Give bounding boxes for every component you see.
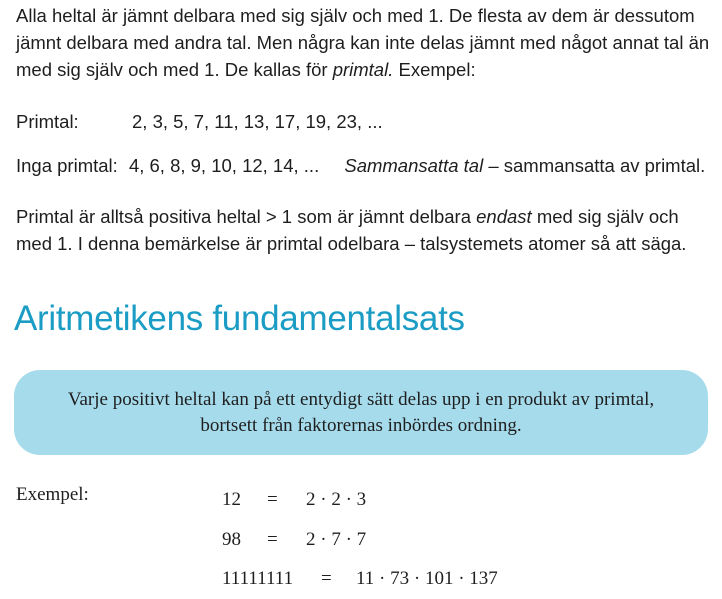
intro-paragraph bbox=[16, 2, 716, 83]
theorem-line-1: Varje positivt heltal kan på ett entydigt sätt delas upp i en produkt av primtal, bbox=[67, 388, 655, 410]
summary-paragraph bbox=[16, 203, 716, 257]
primes-values: 2, 3, 5, 7, 11, 13, 17, 19, 23, ... bbox=[132, 111, 383, 132]
equals-sign: = bbox=[321, 568, 332, 589]
summary-emphasis: endast bbox=[476, 206, 532, 227]
equation-lhs: 98 bbox=[222, 529, 241, 550]
equals-sign: = bbox=[267, 489, 278, 510]
composites-explanation: – sammansatta av primtal. bbox=[483, 155, 706, 176]
composites-row bbox=[16, 152, 705, 179]
theorem-line-2: bortsett från faktorernas inbördes ordning. bbox=[200, 414, 522, 436]
theorem-text bbox=[68, 387, 654, 439]
equation-rhs: 2 · 2 · 3 bbox=[306, 489, 367, 510]
equation-row bbox=[222, 527, 367, 553]
intro-text-before: Alla heltal är jämnt delbara med sig själv och med 1. De flesta av dem är dessutom jämnt delbara med andra tal. Men några kan inte delas jämnt med något annat tal än med sig själv och med 1. De kallas för bbox=[16, 5, 710, 80]
equation-lhs: 12 bbox=[222, 489, 241, 510]
primes-row bbox=[16, 108, 383, 135]
equation-lhs: 11111111 bbox=[222, 568, 294, 589]
intro-text-after: Exempel: bbox=[393, 59, 476, 80]
composites-term: Sammansatta tal bbox=[344, 155, 484, 176]
summary-text-before: Primtal är alltså positiva heltal > 1 som är jämnt delbara bbox=[16, 206, 477, 227]
primes-label: Primtal: bbox=[16, 111, 79, 132]
intro-term: primtal. bbox=[332, 59, 394, 80]
equation-rhs: 11 · 73 · 101 · 137 bbox=[356, 568, 498, 589]
equation-rhs: 2 · 7 · 7 bbox=[306, 529, 367, 550]
equation-row bbox=[222, 487, 367, 513]
section-title: Aritmetikens fundamentalsats bbox=[14, 299, 465, 338]
equals-sign: = bbox=[267, 529, 278, 550]
summary-text-after: med sig själv och med 1. I denna bemärkelse är primtal odelbara – talsystemets atomer så att säga. bbox=[16, 206, 687, 254]
equation-row bbox=[222, 566, 498, 592]
composites-values: 4, 6, 8, 9, 10, 12, 14, ... bbox=[128, 155, 320, 176]
composites-label: Inga primtal: bbox=[16, 155, 118, 176]
theorem-box bbox=[14, 370, 708, 455]
examples-label: Exempel: bbox=[16, 484, 89, 505]
